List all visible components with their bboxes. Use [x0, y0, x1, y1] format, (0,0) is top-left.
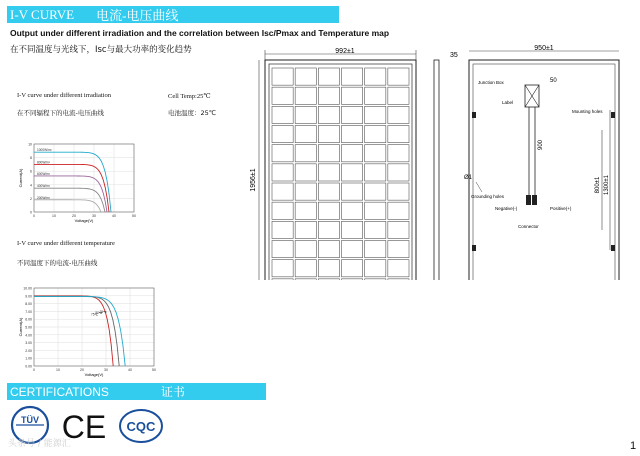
solar-cell	[272, 202, 293, 219]
y-tick-label: 1.00	[25, 356, 32, 361]
solar-cell	[318, 241, 339, 258]
y-tick-label: 0.00	[25, 364, 32, 369]
series-line	[34, 297, 125, 366]
iv-chart-irradiation	[10, 138, 140, 226]
x-tick-label: 40	[128, 368, 132, 372]
x-axis-label: Voltage(V)	[84, 372, 104, 377]
y-axis-label: Current(A)	[18, 168, 23, 188]
x-tick-label: 20	[80, 368, 84, 372]
solar-cell	[272, 241, 293, 258]
dim-width: 992±1	[335, 48, 355, 55]
solar-cell	[295, 126, 316, 143]
x-tick-label: 30	[104, 368, 108, 372]
label-negative: Negative(-)	[495, 206, 518, 211]
solar-cell	[342, 106, 363, 123]
cell-temp-zh: 电池温度：25℃	[168, 109, 217, 117]
iv-chart-temperature	[12, 282, 162, 380]
solar-cell	[388, 68, 409, 85]
x-tick-label: 50	[132, 214, 136, 218]
solar-cell	[388, 221, 409, 238]
module-drawing	[250, 40, 630, 280]
x-tick-label: 10	[52, 214, 56, 218]
solar-cell	[295, 145, 316, 162]
plot-area	[34, 144, 134, 212]
dim-50: 50	[550, 78, 557, 84]
section-header-iv-curve	[7, 6, 339, 23]
solar-cell	[295, 106, 316, 123]
solar-cell	[342, 279, 363, 280]
dim-back-width: 950±1	[534, 45, 554, 52]
solar-cell	[388, 106, 409, 123]
solar-cell	[388, 164, 409, 181]
series-label: 75℃	[91, 312, 99, 317]
cqc-text: CQC	[126, 419, 156, 434]
solar-cell	[318, 126, 339, 143]
solar-cell	[272, 183, 293, 200]
y-tick-label: 10.00	[23, 286, 32, 291]
temp-label-zh: 不同温度下的电流-电压曲线	[17, 259, 98, 267]
solar-cell	[365, 202, 386, 219]
solar-cell	[388, 260, 409, 277]
solar-cell	[388, 279, 409, 280]
y-tick-label: 4	[30, 183, 32, 188]
solar-cell	[388, 87, 409, 104]
x-tick-label: 20	[72, 214, 76, 218]
solar-cell	[342, 221, 363, 238]
page-number: 1	[630, 440, 637, 452]
y-tick-label: 10	[28, 142, 32, 147]
cqc-logo-icon	[118, 407, 164, 445]
solar-cell	[342, 68, 363, 85]
solar-cell	[342, 202, 363, 219]
dim-height: 1956±1	[250, 168, 257, 192]
dim-thickness: 35	[450, 52, 458, 59]
solar-cell	[295, 164, 316, 181]
solar-cell	[365, 87, 386, 104]
solar-cell	[388, 126, 409, 143]
label-connector: Connector	[518, 224, 539, 229]
x-tick-label: 40	[112, 214, 116, 218]
series-line	[34, 296, 119, 366]
y-tick-label: 8	[30, 156, 32, 161]
solar-cell	[342, 164, 363, 181]
solar-cell	[342, 145, 363, 162]
subtitle-en: Output under different irradiation and the correlation between Isc/Pmax and Temperature map	[10, 28, 390, 38]
y-tick-label: 2	[30, 196, 32, 201]
solar-cell	[272, 260, 293, 277]
solar-cell	[318, 221, 339, 238]
y-tick-label: 7.00	[25, 309, 32, 314]
solar-cell	[318, 68, 339, 85]
series-label: 1000W/m²	[37, 148, 52, 153]
solar-cell	[272, 87, 293, 104]
solar-cell	[295, 260, 316, 277]
y-tick-label: 3.00	[25, 341, 32, 346]
solar-cell	[295, 221, 316, 238]
solar-cell	[365, 164, 386, 181]
solar-cell	[365, 183, 386, 200]
y-tick-label: 9.00	[25, 294, 32, 299]
x-tick-label: 10	[56, 368, 60, 372]
label-mounting-holes: Mounting holes	[572, 109, 603, 114]
solar-cell	[295, 87, 316, 104]
label-hole: Ø1	[464, 175, 473, 181]
ce-text: CE	[61, 409, 107, 445]
y-tick-label: 8.00	[25, 302, 32, 307]
y-tick-label: 5.00	[25, 325, 32, 330]
solar-cell	[295, 241, 316, 258]
series-label: 200W/m²	[37, 195, 50, 200]
solar-cell	[365, 260, 386, 277]
series-label: 800W/m²	[37, 160, 50, 165]
solar-cell	[318, 164, 339, 181]
dim-800: 800±1	[595, 176, 601, 194]
label-positive: Positive(+)	[550, 206, 572, 211]
series-label: 400W/m²	[37, 184, 50, 189]
solar-cell	[318, 279, 339, 280]
y-tick-label: 6	[30, 169, 32, 174]
y-axis-label: Current(A)	[18, 317, 23, 337]
solar-cell	[365, 145, 386, 162]
irr-label-zh: 在不同辐程下的电流-电压曲线	[17, 109, 104, 117]
x-tick-label: 0	[33, 214, 35, 218]
solar-cell	[388, 202, 409, 219]
cert-title-zh: 证书	[160, 385, 185, 399]
dim-900: 900	[538, 139, 544, 150]
solar-cell	[272, 68, 293, 85]
series-label: 600W/m²	[37, 171, 50, 176]
section-header-certifications	[7, 383, 266, 400]
solar-cell	[295, 68, 316, 85]
series-line	[34, 296, 113, 366]
solar-cell	[272, 279, 293, 280]
solar-cell-grid	[272, 68, 409, 280]
solar-cell	[272, 221, 293, 238]
solar-cell	[295, 202, 316, 219]
header-title-zh: 电流-电压曲线	[96, 8, 179, 23]
solar-cell	[318, 260, 339, 277]
y-tick-label: 4.00	[25, 333, 32, 338]
label-label: Label	[502, 100, 514, 105]
solar-cell	[365, 126, 386, 143]
x-axis-label: Voltage(V)	[74, 218, 94, 223]
dim-1300: 1300±1	[604, 175, 610, 195]
solar-cell	[272, 106, 293, 123]
solar-cell	[365, 241, 386, 258]
header-title-en: I-V CURVE	[10, 6, 75, 22]
cert-title-en: CERTIFICATIONS	[10, 384, 109, 399]
series-line	[34, 176, 107, 212]
solar-cell	[388, 241, 409, 258]
solar-cell	[365, 106, 386, 123]
solar-cell	[272, 126, 293, 143]
y-tick-label: 6.00	[25, 317, 32, 322]
solar-cell	[295, 183, 316, 200]
solar-cell	[318, 87, 339, 104]
x-tick-label: 30	[92, 214, 96, 218]
solar-cell	[318, 202, 339, 219]
series-label: 50℃	[95, 311, 103, 316]
solar-cell	[318, 183, 339, 200]
solar-cell	[342, 87, 363, 104]
x-tick-label: 0	[33, 368, 35, 372]
temp-label-en: I-V curve under different temperature	[17, 240, 115, 247]
watermark-text: 头条号 / 能源汇	[8, 439, 71, 449]
solar-cell	[342, 260, 363, 277]
series-label: 25℃	[99, 309, 107, 314]
y-tick-label: 0	[30, 210, 32, 215]
solar-cell	[272, 145, 293, 162]
solar-cell	[318, 145, 339, 162]
solar-cell	[365, 221, 386, 238]
solar-cell	[365, 68, 386, 85]
label-junction-box: Junction Box	[478, 80, 504, 85]
label-grounding: Grounding holes	[471, 194, 505, 199]
solar-cell	[388, 145, 409, 162]
tuv-text: TÜV	[21, 415, 39, 425]
solar-cell	[342, 183, 363, 200]
x-tick-label: 50	[152, 368, 156, 372]
solar-cell	[365, 279, 386, 280]
cell-temp-en: Cell Temp:25℃	[168, 93, 211, 100]
irr-label-en: I-V curve under different irradiation	[17, 92, 111, 99]
solar-cell	[388, 183, 409, 200]
series-line	[34, 200, 101, 212]
y-tick-label: 2.00	[25, 348, 32, 353]
solar-cell	[342, 241, 363, 258]
solar-cell	[318, 106, 339, 123]
solar-cell	[272, 164, 293, 181]
subtitle-zh: 在不同温度与光线下，Isc与最大功率的变化趋势	[10, 45, 192, 55]
solar-cell	[295, 279, 316, 280]
solar-cell	[342, 126, 363, 143]
